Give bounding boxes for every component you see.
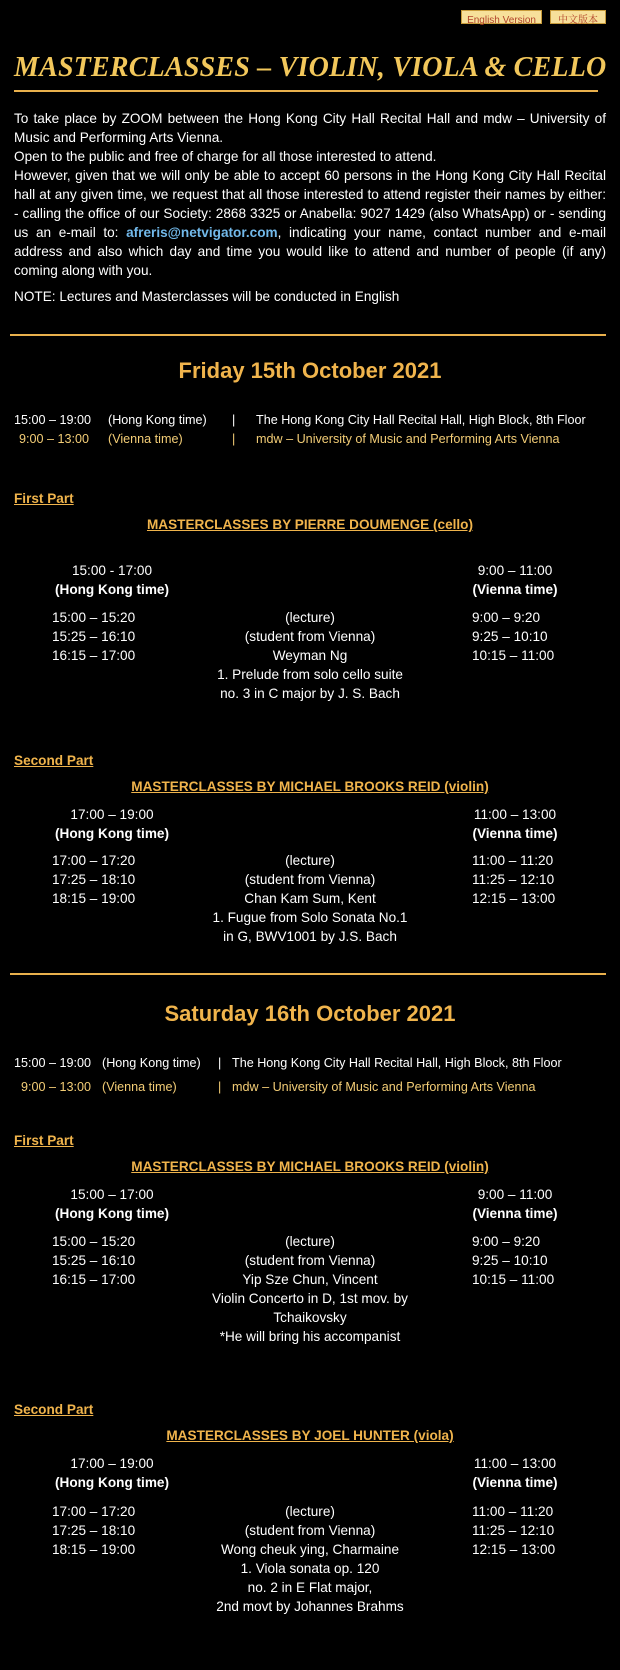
email-link[interactable]: afreris@netvigator.com xyxy=(126,225,278,240)
row-activity: (student from Vienna) xyxy=(244,629,376,644)
row-vienna-time: 9:00 – 9:20 xyxy=(472,610,541,625)
schedule-row xyxy=(0,851,620,870)
intro-paragraph-3 xyxy=(14,166,606,280)
repertoire-line: 2nd movt by Johannes Brahms xyxy=(216,1599,404,1614)
friday-second-part-label: Second Part xyxy=(14,753,94,768)
saturday-hk-time: 15:00 – 19:00 xyxy=(14,1056,92,1070)
repertoire xyxy=(160,1559,460,1616)
row-activity: Weyman Ng xyxy=(272,648,348,663)
intro-paragraph-1: To take place by ZOOM between the Hong Kong City Hall Recital Hall and mdw – University of Music and Performing Arts Vienna. xyxy=(14,111,606,145)
friday-first-part-title: MASTERCLASSES BY PIERRE DOUMENGE (cello) xyxy=(146,517,474,532)
row-hk-time: 18:15 – 19:00 xyxy=(52,1542,136,1557)
hk-range: 15:00 - 17:00 xyxy=(71,563,153,578)
row-hk-time: 15:25 – 16:10 xyxy=(52,629,136,644)
row-hk-time: 17:25 – 18:10 xyxy=(52,1523,136,1538)
row-vienna-time: 12:15 – 13:00 xyxy=(472,1542,556,1557)
hk-time-header xyxy=(52,1454,172,1492)
row-activity: Wong cheuk ying, Charmaine xyxy=(220,1542,400,1557)
schedule-row xyxy=(0,870,620,889)
row-activity: Yip Sze Chun, Vincent xyxy=(242,1272,378,1287)
row-hk-time: 18:15 – 19:00 xyxy=(52,891,136,906)
saturday-first-part-title: MASTERCLASSES BY MICHAEL BROOKS REID (violin) xyxy=(131,1159,489,1174)
language-switcher xyxy=(461,10,606,24)
row-vienna-time: 10:15 – 11:00 xyxy=(472,648,555,663)
schedule-row xyxy=(0,608,620,627)
saturday-vienna-label: (Vienna time) xyxy=(102,1080,177,1094)
saturday-second-part-label: Second Part xyxy=(14,1402,94,1417)
friday-separator: | xyxy=(232,413,236,427)
row-hk-time: 16:15 – 17:00 xyxy=(52,648,136,663)
hk-time-header xyxy=(52,1185,172,1223)
hk-tz-label: (Hong Kong time) xyxy=(54,826,169,841)
row-vienna-time: 10:15 – 11:00 xyxy=(472,1272,555,1287)
hk-tz-label: (Hong Kong time) xyxy=(54,1475,169,1490)
schedule-row xyxy=(0,1270,620,1289)
hk-tz-label: (Hong Kong time) xyxy=(54,1206,169,1221)
schedule-rows xyxy=(0,1232,620,1289)
repertoire-line: 1. Prelude from solo cello suite xyxy=(217,667,403,682)
repertoire-line: in G, BWV1001 by J.S. Bach xyxy=(223,929,397,944)
row-activity: (lecture) xyxy=(285,610,335,625)
friday-separator: | xyxy=(232,432,236,446)
row-hk-time: 15:25 – 16:10 xyxy=(52,1253,136,1268)
schedule-row xyxy=(0,646,620,665)
saturday-hk-venue: The Hong Kong City Hall Recital Hall, High Block, 8th Floor xyxy=(232,1056,562,1070)
friday-vienna-venue: mdw – University of Music and Performing Arts Vienna xyxy=(256,432,560,446)
row-vienna-time: 12:15 – 13:00 xyxy=(472,891,556,906)
schedule-row xyxy=(0,627,620,646)
hk-range: 17:00 – 19:00 xyxy=(70,807,154,822)
divider xyxy=(10,334,606,336)
schedule-row xyxy=(0,1540,620,1559)
friday-hk-label: (Hong Kong time) xyxy=(108,413,207,427)
row-hk-time: 15:00 – 15:20 xyxy=(52,610,136,625)
schedule-row xyxy=(0,1251,620,1270)
repertoire xyxy=(160,665,460,703)
saturday-second-part-title: MASTERCLASSES BY JOEL HUNTER (viola) xyxy=(166,1428,454,1443)
row-activity: Chan Kam Sum, Kent xyxy=(244,891,376,906)
friday-hk-venue: The Hong Kong City Hall Recital Hall, High Block, 8th Floor xyxy=(256,413,586,427)
hk-range: 17:00 – 19:00 xyxy=(70,1456,154,1471)
row-activity: (student from Vienna) xyxy=(244,872,376,887)
intro-paragraph-2: Open to the public and free of charge for all those interested to attend. xyxy=(14,149,437,164)
row-hk-time: 17:00 – 17:20 xyxy=(52,1504,136,1519)
intro-paragraph-3-start: However, given that we will only be able to accept 60 persons in the Hong Kong City Hall Recital hall at any given time, we request that all those interested to attend register their names by either: - calling the office of our Society: 2868 3325 or Anabella: 9027 1429 (also WhatsApp) or - sending us an e-mail to: xyxy=(14,168,606,240)
row-hk-time: 17:25 – 18:10 xyxy=(52,872,136,887)
schedule-rows xyxy=(0,1502,620,1559)
title-underline xyxy=(14,90,598,92)
hk-time-header xyxy=(52,805,172,843)
vienna-tz-label: (Vienna time) xyxy=(472,582,558,597)
row-vienna-time: 11:25 – 12:10 xyxy=(472,872,555,887)
row-hk-time: 15:00 – 15:20 xyxy=(52,1234,136,1249)
hk-tz-label: (Hong Kong time) xyxy=(54,582,169,597)
vienna-range: 9:00 – 11:00 xyxy=(477,563,553,578)
vienna-range: 11:00 – 13:00 xyxy=(473,1456,557,1471)
schedule-rows xyxy=(0,851,620,908)
friday-title: Friday 15th October 2021 xyxy=(178,358,442,383)
row-vienna-time: 11:25 – 12:10 xyxy=(472,1523,555,1538)
english-version-button[interactable]: English Version xyxy=(461,10,542,24)
friday-first-part-label: First Part xyxy=(14,491,74,506)
intro-text xyxy=(14,109,606,280)
row-vienna-time: 9:25 – 10:10 xyxy=(472,629,548,644)
saturday-vienna-venue: mdw – University of Music and Performing Arts Vienna xyxy=(232,1080,536,1094)
page-title: MASTERCLASSES – VIOLIN, VIOLA & CELLO xyxy=(14,52,607,83)
row-vienna-time: 9:00 – 9:20 xyxy=(472,1234,541,1249)
repertoire xyxy=(160,908,460,946)
schedule-row xyxy=(0,889,620,908)
chinese-version-button[interactable]: 中文版本 xyxy=(550,10,606,24)
row-vienna-time: 11:00 – 11:20 xyxy=(472,1504,554,1519)
repertoire-line: Tchaikovsky xyxy=(273,1310,347,1325)
friday-second-part-title: MASTERCLASSES BY MICHAEL BROOKS REID (violin) xyxy=(131,779,489,794)
row-activity: (lecture) xyxy=(285,853,335,868)
vienna-time-header xyxy=(470,1185,560,1223)
hk-time-header xyxy=(52,561,172,599)
vienna-tz-label: (Vienna time) xyxy=(472,1206,558,1221)
hk-range: 15:00 – 17:00 xyxy=(70,1187,154,1202)
friday-hk-time: 15:00 – 19:00 xyxy=(14,413,92,427)
row-activity: (lecture) xyxy=(285,1234,335,1249)
friday-vienna-time: 9:00 – 13:00 xyxy=(19,432,90,446)
row-hk-time: 16:15 – 17:00 xyxy=(52,1272,136,1287)
repertoire-line: no. 3 in C major by J. S. Bach xyxy=(220,686,400,701)
repertoire-line: Violin Concerto in D, 1st mov. by xyxy=(212,1291,408,1306)
vienna-tz-label: (Vienna time) xyxy=(472,1475,558,1490)
row-vienna-time: 9:25 – 10:10 xyxy=(472,1253,548,1268)
saturday-separator: | xyxy=(218,1056,222,1070)
row-vienna-time: 11:00 – 11:20 xyxy=(472,853,554,868)
row-activity: (student from Vienna) xyxy=(244,1523,376,1538)
vienna-time-header xyxy=(470,1454,560,1492)
language-note: NOTE: Lectures and Masterclasses will be conducted in English xyxy=(14,289,400,304)
schedule-row xyxy=(0,1521,620,1540)
divider xyxy=(10,973,606,975)
saturday-hk-label: (Hong Kong time) xyxy=(102,1056,201,1070)
schedule-row xyxy=(0,1232,620,1251)
saturday-first-part-label: First Part xyxy=(14,1133,74,1148)
intro-paragraph-3-end: , indicating your name, contact number and e-mail address and also which day and time you would like to attend and number of people (if any) coming along with you. xyxy=(14,225,606,278)
vienna-range: 9:00 – 11:00 xyxy=(477,1187,553,1202)
vienna-time-header xyxy=(470,805,560,843)
saturday-separator: | xyxy=(218,1080,222,1094)
saturday-vienna-time: 9:00 – 13:00 xyxy=(21,1080,92,1094)
vienna-time-header xyxy=(470,561,560,599)
repertoire-line: no. 2 in E Flat major, xyxy=(247,1580,373,1595)
schedule-row xyxy=(0,1502,620,1521)
vienna-tz-label: (Vienna time) xyxy=(472,826,558,841)
friday-vienna-label: (Vienna time) xyxy=(108,432,183,446)
repertoire-line: *He will bring his accompanist xyxy=(219,1329,401,1344)
schedule-rows xyxy=(0,608,620,665)
saturday-title: Saturday 16th October 2021 xyxy=(164,1001,456,1026)
repertoire xyxy=(160,1289,460,1346)
repertoire-line: 1. Fugue from Solo Sonata No.1 xyxy=(212,910,408,925)
vienna-range: 11:00 – 13:00 xyxy=(473,807,557,822)
row-hk-time: 17:00 – 17:20 xyxy=(52,853,136,868)
row-activity: (lecture) xyxy=(285,1504,335,1519)
repertoire-line: 1. Viola sonata op. 120 xyxy=(240,1561,380,1576)
row-activity: (student from Vienna) xyxy=(244,1253,376,1268)
